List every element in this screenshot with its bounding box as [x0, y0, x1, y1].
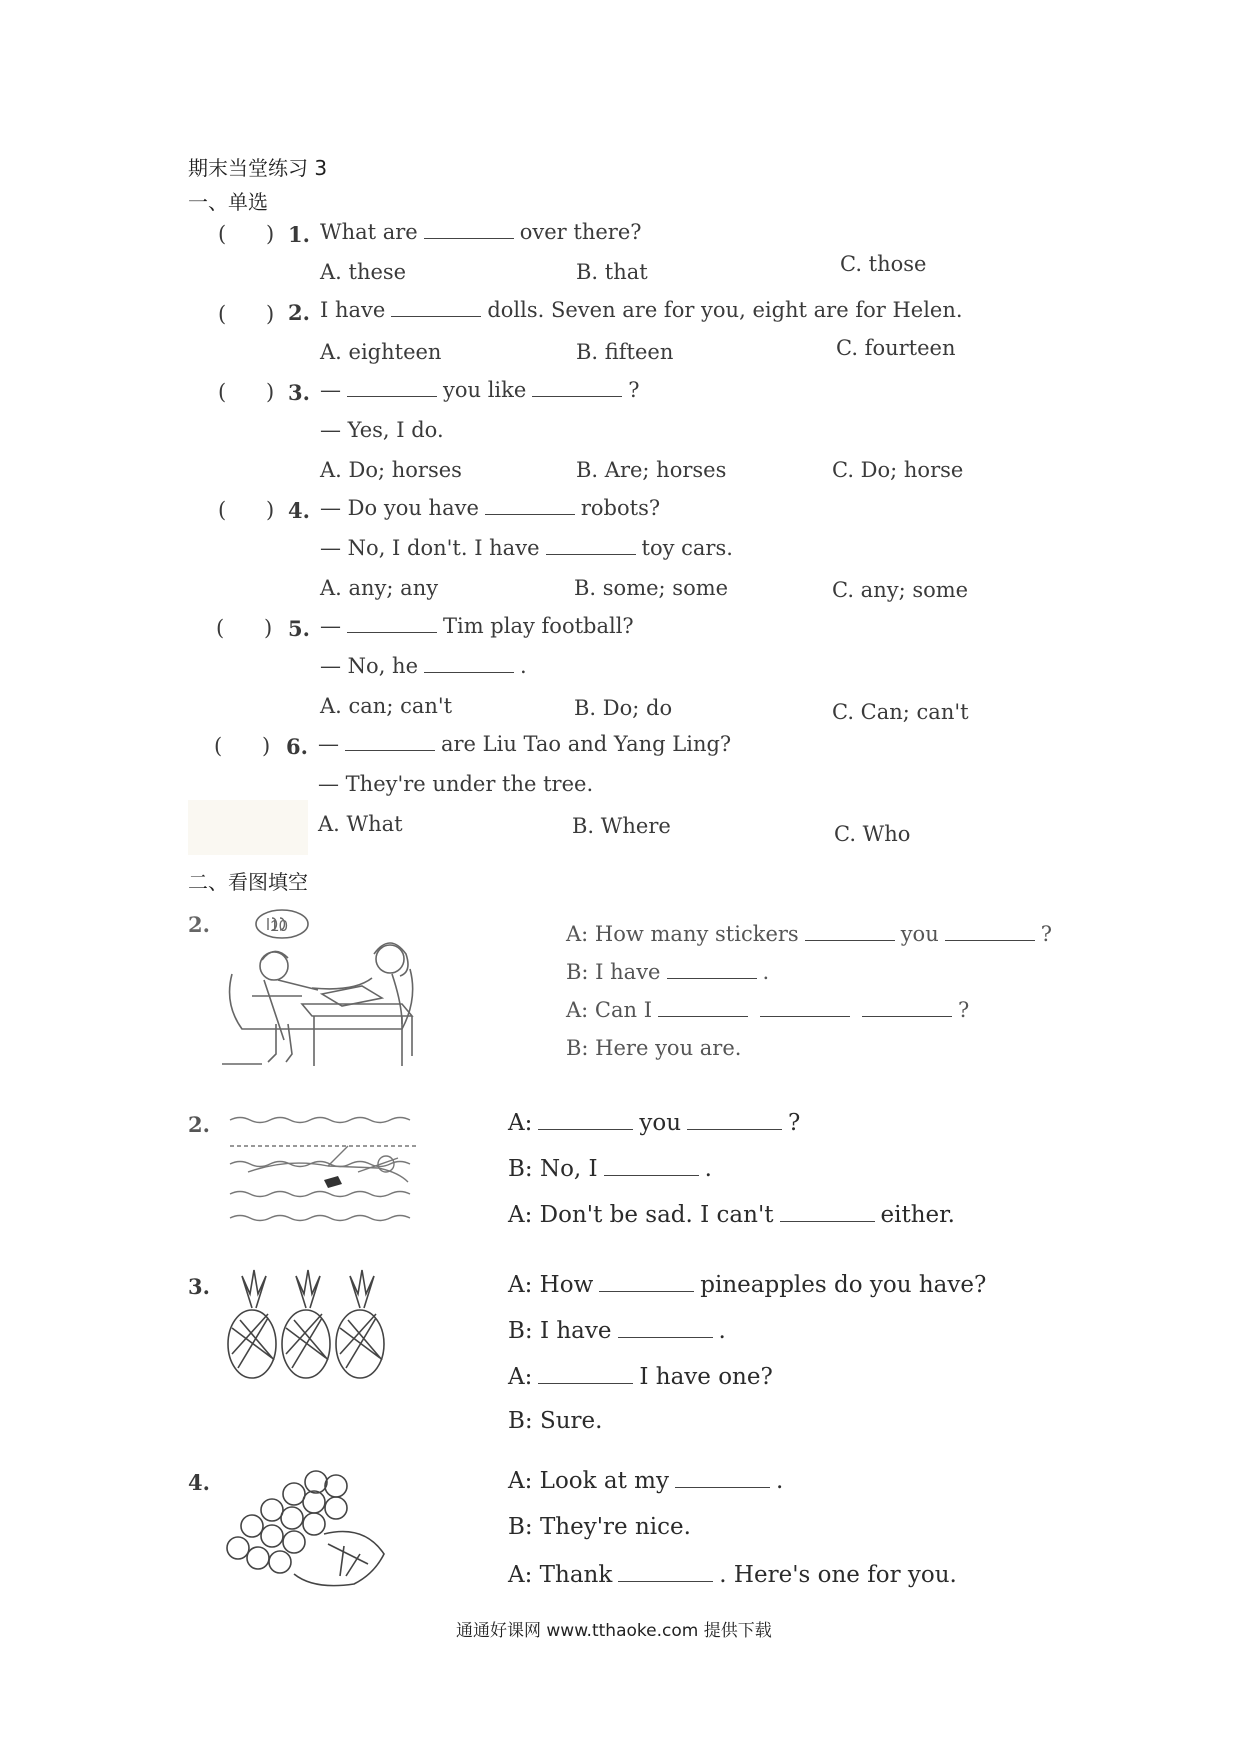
text-part: ?: [958, 998, 970, 1022]
question-text: [320, 298, 963, 322]
option-c[interactable]: C. any; some: [832, 578, 969, 602]
answer-blank[interactable]: [667, 977, 757, 979]
pineapples-icon: [224, 1268, 390, 1380]
option-a[interactable]: A. can; can't: [320, 694, 453, 718]
text-part: A:: [508, 1110, 533, 1136]
text-part: toy cars.: [641, 536, 733, 560]
answer-blank[interactable]: [658, 1015, 748, 1017]
text-part: —: [320, 378, 341, 402]
answer-blank[interactable]: [618, 1580, 713, 1582]
answer-blank[interactable]: [780, 1220, 875, 1222]
answer-blank[interactable]: [538, 1128, 633, 1130]
item-number: 2.: [188, 1112, 210, 1137]
item-number: 3.: [188, 1274, 210, 1299]
sticker-count-badge: 10: [270, 918, 288, 935]
text-part: B: No, I: [508, 1156, 598, 1182]
text-part: you: [639, 1110, 682, 1136]
text-part: .: [718, 1318, 726, 1344]
paren-open: (: [218, 222, 227, 246]
option-b[interactable]: B. Where: [572, 814, 671, 838]
answer-blank[interactable]: [862, 1015, 952, 1017]
question-number: 1.: [288, 222, 310, 247]
text-part: .: [520, 654, 527, 678]
dialogue-line: [566, 960, 769, 984]
text-part: robots?: [580, 496, 661, 520]
option-b[interactable]: B. fifteen: [576, 340, 674, 364]
response-text: — Yes, I do.: [320, 418, 444, 442]
option-c[interactable]: C. those: [840, 252, 927, 276]
option-c[interactable]: C. Can; can't: [832, 700, 969, 724]
question-text: [320, 220, 642, 244]
paren-close: ): [266, 222, 275, 246]
dialogue-line: [508, 1110, 800, 1136]
dialogue-line: B: They're nice.: [508, 1514, 691, 1540]
text-part: .: [762, 960, 770, 984]
text-part: dolls. Seven are for you, eight are for Helen.: [487, 298, 963, 322]
question-number: 3.: [288, 380, 310, 405]
scan-shade: [188, 800, 308, 855]
answer-blank[interactable]: [805, 939, 895, 941]
dialogue-line: [508, 1468, 783, 1494]
text-part: B: I have: [508, 1318, 612, 1344]
text-part: A: How: [508, 1272, 594, 1298]
paren-close: ): [266, 380, 275, 404]
answer-blank[interactable]: [538, 1382, 633, 1384]
text-part: over there?: [519, 220, 642, 244]
question-text: [320, 496, 660, 520]
paren-open: (: [218, 380, 227, 404]
text-part: — No, I don't. I have: [320, 536, 540, 560]
text-part: I have: [320, 298, 386, 322]
text-part: A: Thank: [508, 1562, 613, 1588]
paren-open: (: [218, 498, 227, 522]
text-part: . Here's one for you.: [719, 1562, 957, 1588]
paren-close: ): [264, 616, 273, 640]
girls-at-table-icon: [222, 904, 448, 1074]
answer-blank[interactable]: [424, 671, 514, 673]
option-a[interactable]: A. these: [320, 260, 407, 284]
answer-blank[interactable]: [945, 939, 1035, 941]
dialogue-line: [508, 1364, 773, 1390]
text-part: A:: [508, 1364, 533, 1390]
option-a[interactable]: A. Do; horses: [320, 458, 462, 482]
text-part: — No, he: [320, 654, 418, 678]
answer-blank[interactable]: [618, 1336, 713, 1338]
text-part: A: Look at my: [508, 1468, 669, 1494]
question-number: 6.: [286, 734, 308, 759]
text-part: you like: [443, 378, 527, 402]
option-c[interactable]: C. Who: [834, 822, 911, 846]
dialogue-line: [508, 1562, 957, 1588]
text-part: —: [320, 614, 341, 638]
dialogue-line: B: Here you are.: [566, 1036, 742, 1060]
text-part: ?: [1040, 922, 1052, 946]
dialogue-line: [508, 1156, 712, 1182]
option-c[interactable]: C. Do; horse: [832, 458, 964, 482]
option-b[interactable]: B. some; some: [574, 576, 729, 600]
item-number: 2.: [188, 912, 210, 937]
answer-blank[interactable]: [760, 1015, 850, 1017]
text-part: B: I have: [566, 960, 661, 984]
answer-blank[interactable]: [485, 513, 575, 515]
option-c[interactable]: C. fourteen: [836, 336, 956, 360]
answer-blank[interactable]: [675, 1486, 770, 1488]
section2-heading: 二、看图填空: [188, 870, 308, 894]
answer-blank[interactable]: [391, 315, 481, 317]
text-part: either.: [880, 1202, 955, 1228]
text-part: Tim play football?: [443, 614, 634, 638]
answer-blank[interactable]: [604, 1174, 699, 1176]
question-number: 5.: [288, 616, 310, 641]
text-part: —: [318, 732, 339, 756]
item-number: 4.: [188, 1470, 210, 1495]
paren-close: ): [266, 302, 275, 326]
answer-blank[interactable]: [532, 395, 622, 397]
option-a[interactable]: A. any; any: [320, 576, 439, 600]
question-text: [320, 378, 640, 402]
text-part: .: [704, 1156, 712, 1182]
dialogue-line: [508, 1272, 986, 1298]
option-b[interactable]: B. Do; do: [574, 696, 673, 720]
grapes-icon: [224, 1464, 390, 1594]
section1-heading: 一、单选: [188, 190, 268, 214]
footer-credit: 通通好课网 www.tthaoke.com 提供下载: [456, 1621, 772, 1641]
swimmer-icon: [228, 1110, 428, 1228]
paren-close: ): [262, 734, 271, 758]
text-part: A: Don't be sad. I can't: [508, 1202, 774, 1228]
response-text: — They're under the tree.: [318, 772, 594, 796]
dialogue-line: [508, 1318, 726, 1344]
page-title: 期末当堂练习 3: [188, 156, 328, 180]
option-b[interactable]: B. Are; horses: [576, 458, 727, 482]
text-part: you: [900, 922, 939, 946]
question-number: 4.: [288, 498, 310, 523]
answer-blank[interactable]: [687, 1128, 782, 1130]
paren-close: ): [266, 498, 275, 522]
text-part: A: How many stickers: [566, 922, 799, 946]
dialogue-line: B: Sure.: [508, 1408, 603, 1434]
answer-blank[interactable]: [599, 1290, 694, 1292]
answer-blank[interactable]: [424, 237, 514, 239]
dialogue-line: [566, 922, 1052, 946]
text-part: A: Can I: [566, 998, 652, 1022]
answer-blank[interactable]: [546, 553, 636, 555]
text-part: ?: [788, 1110, 801, 1136]
option-a[interactable]: A. What: [318, 812, 403, 836]
text-part: .: [775, 1468, 784, 1494]
option-a[interactable]: A. eighteen: [320, 340, 442, 364]
question-text: [318, 732, 731, 756]
text-part: pineapples do you have?: [700, 1272, 987, 1298]
question-number: 2.: [288, 300, 310, 325]
paren-open: (: [216, 616, 225, 640]
dialogue-line: [566, 998, 969, 1022]
text-part: — Do you have: [320, 496, 479, 520]
answer-blank[interactable]: [345, 749, 435, 751]
text-part: ?: [628, 378, 640, 402]
paren-open: (: [214, 734, 223, 758]
option-b[interactable]: B. that: [576, 260, 648, 284]
text-part: What are: [320, 220, 418, 244]
dialogue-line: [508, 1202, 955, 1228]
answer-blank[interactable]: [347, 395, 437, 397]
response-text: [320, 536, 733, 560]
question-text: [320, 614, 634, 638]
answer-blank[interactable]: [347, 631, 437, 633]
response-text: [320, 654, 527, 678]
paren-open: (: [218, 302, 227, 326]
text-part: are Liu Tao and Yang Ling?: [441, 732, 732, 756]
text-part: I have one?: [639, 1364, 773, 1390]
